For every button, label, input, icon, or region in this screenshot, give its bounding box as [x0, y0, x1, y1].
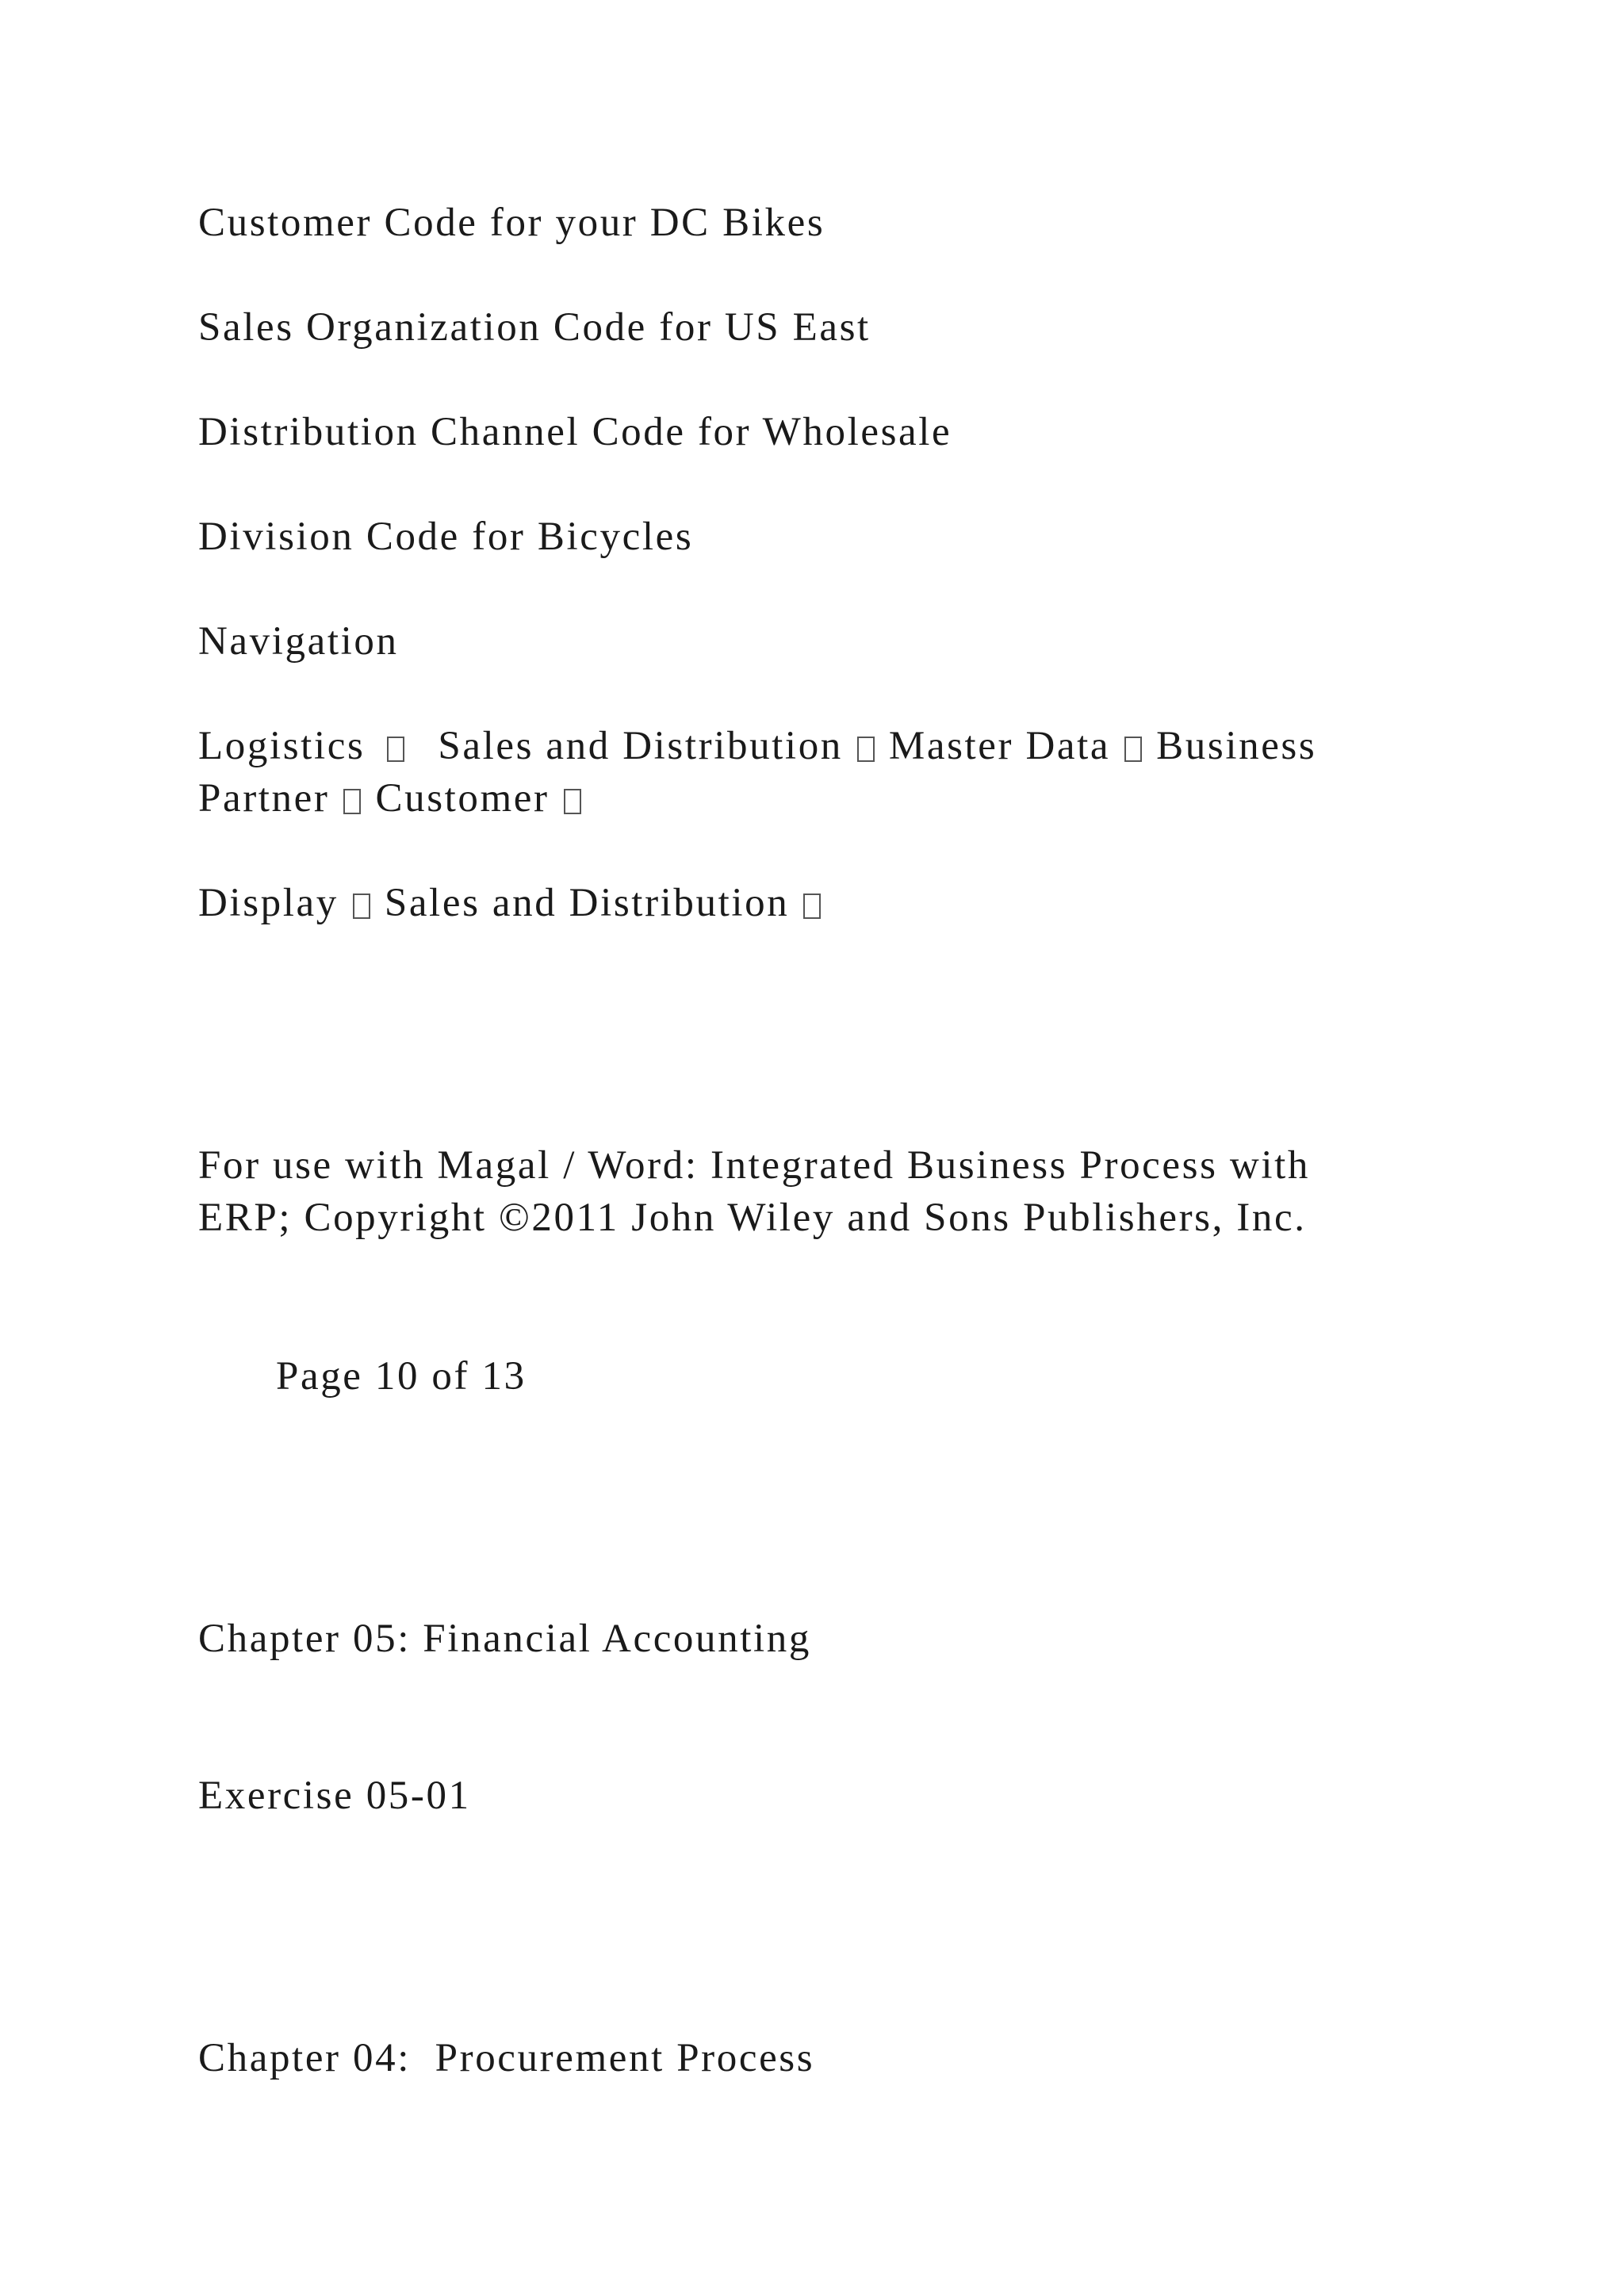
missing-glyph-arrow-icon — [564, 789, 581, 814]
division-line: Division Code for Bicycles — [198, 515, 694, 559]
nav-step-sales-distribution-2: Sales and Distribution — [384, 881, 790, 925]
navigation-path-line-3 — [198, 877, 821, 929]
distribution-channel-line: Distribution Channel Code for Wholesale — [198, 410, 952, 454]
chapter-04-heading: Chapter 04: Procurement Process — [198, 2036, 815, 2080]
customer-code-line: Customer Code for your DC Bikes — [198, 201, 825, 245]
nav-step-partner: Partner — [198, 776, 330, 821]
missing-glyph-arrow-icon — [387, 737, 404, 762]
missing-glyph-arrow-icon — [803, 894, 821, 919]
nav-step-sales-distribution: Sales and Distribution — [438, 724, 843, 768]
navigation-path-line-1 — [198, 720, 1316, 772]
sales-org-line: Sales Organization Code for US East — [198, 305, 871, 350]
nav-step-display: Display — [198, 881, 339, 925]
nav-step-master-data: Master Data — [888, 724, 1111, 768]
missing-glyph-arrow-icon — [343, 789, 361, 814]
chapter-05-heading: Chapter 05: Financial Accounting — [198, 1617, 811, 1661]
navigation-heading: Navigation — [198, 619, 399, 664]
copyright-line-1: For use with Magal / Word: Integrated Business Process with — [198, 1143, 1310, 1188]
nav-step-business: Business — [1156, 724, 1317, 768]
navigation-path-line-2 — [198, 772, 581, 825]
copyright-line-2: ERP; Copyright ©2011 John Wiley and Sons Publishers, Inc. — [198, 1196, 1307, 1240]
missing-glyph-arrow-icon — [1124, 737, 1142, 762]
missing-glyph-arrow-icon — [353, 894, 370, 919]
nav-step-customer: Customer — [375, 776, 550, 821]
exercise-heading: Exercise 05-01 — [198, 1774, 471, 1818]
nav-step-logistics: Logistics — [198, 724, 366, 768]
missing-glyph-arrow-icon — [857, 737, 875, 762]
page-number: Page 10 of 13 — [276, 1354, 527, 1399]
